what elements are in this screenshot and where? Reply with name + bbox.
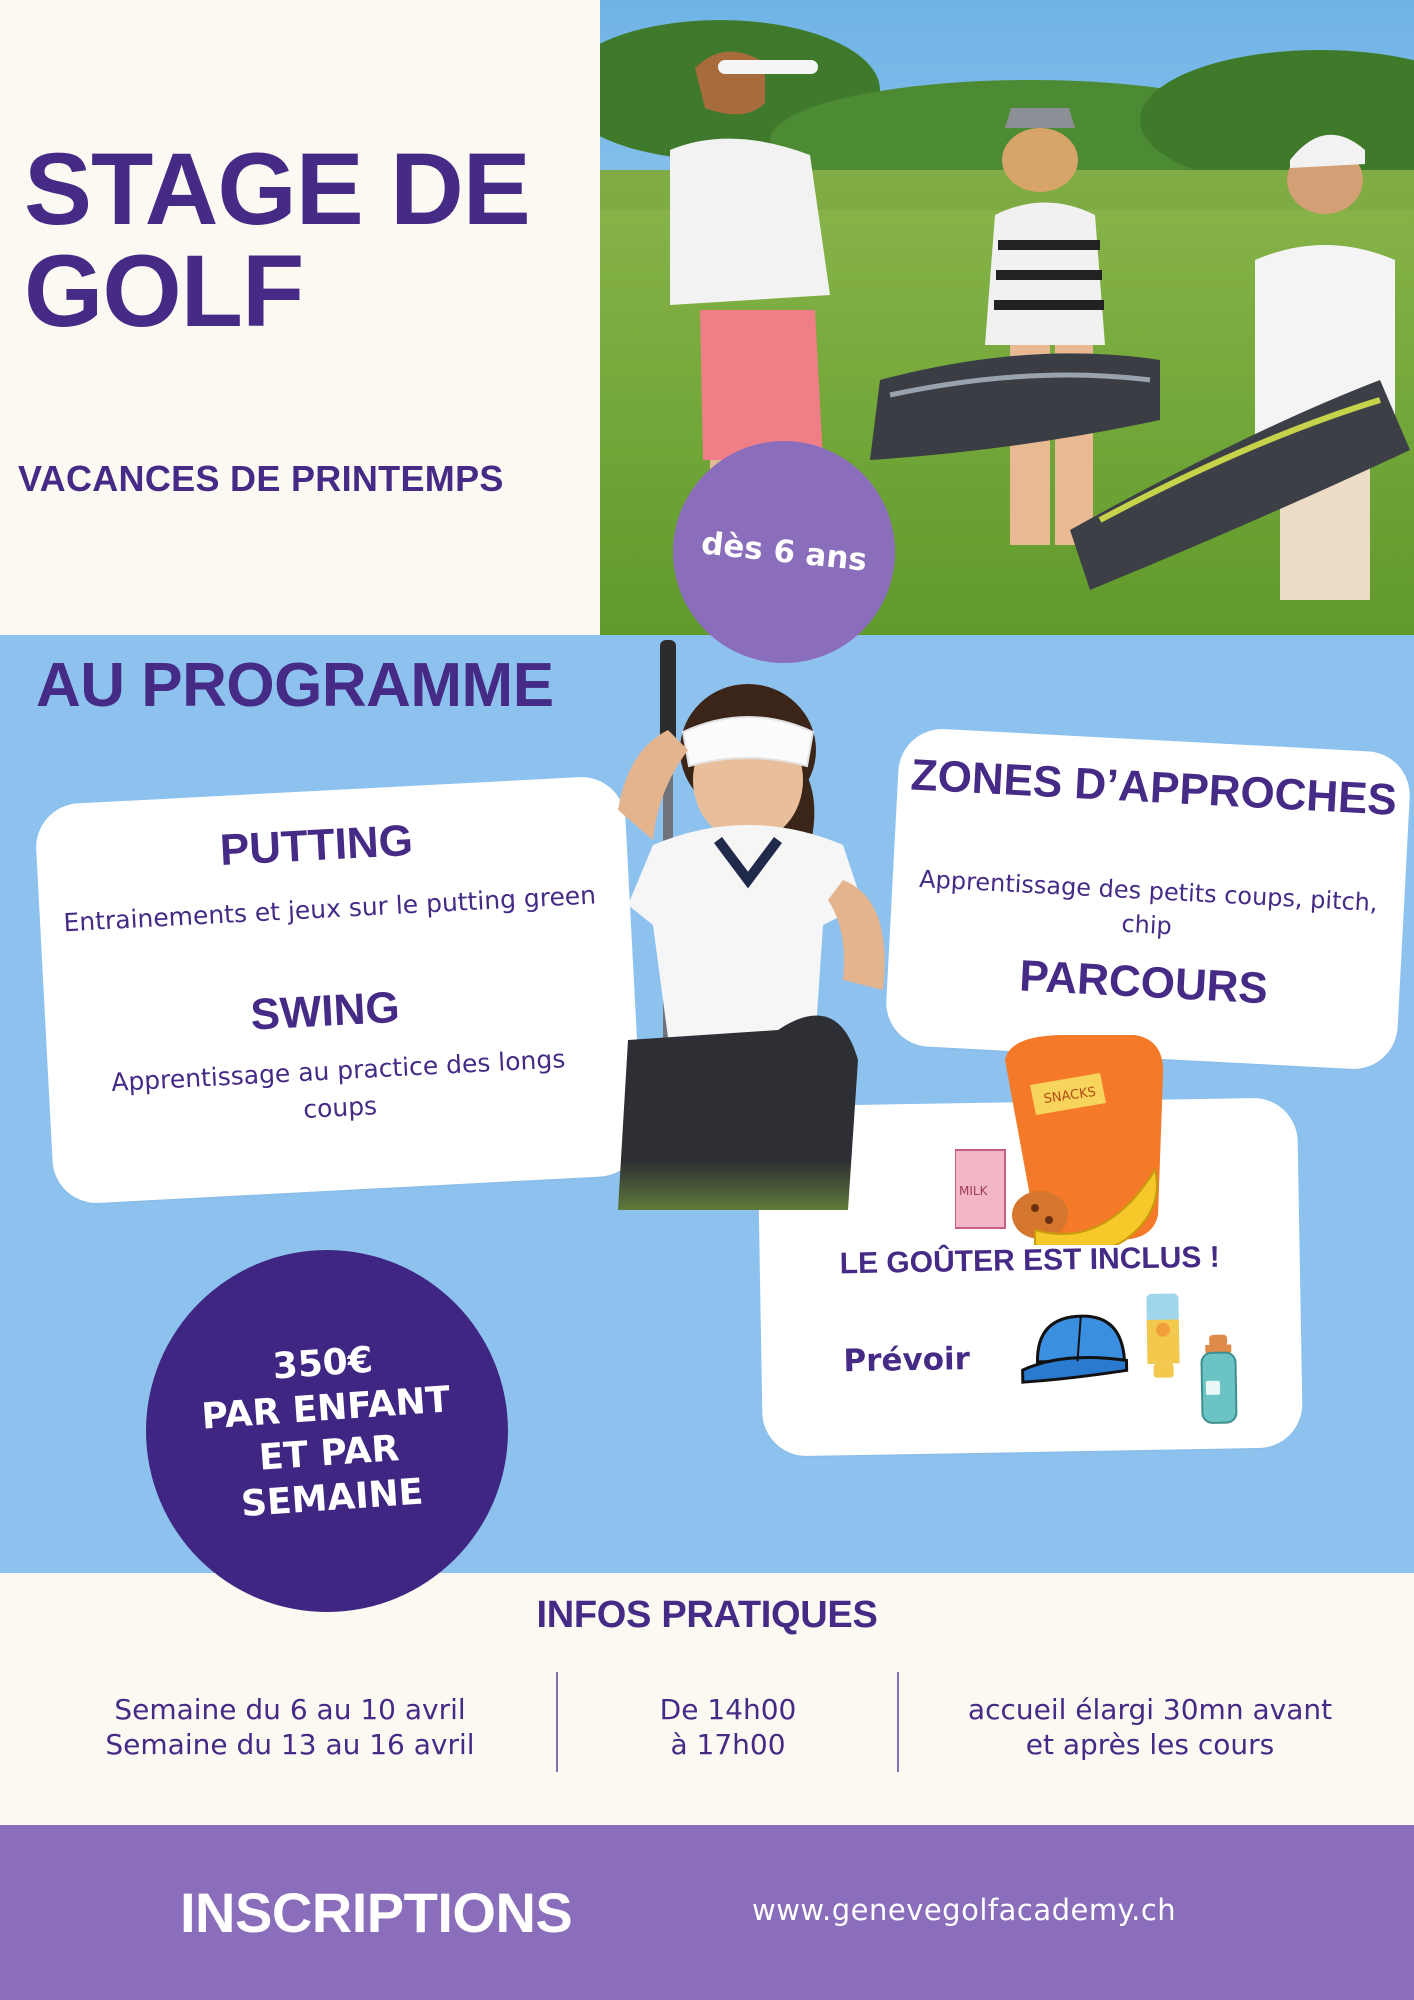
price-amount: 350€ <box>270 1339 374 1388</box>
snacks-label: SNACKS <box>1042 1084 1097 1107</box>
website-link[interactable]: www.genevegolfacademy.ch <box>752 1893 1177 1927</box>
divider <box>897 1672 899 1772</box>
price-line-3: ET PAR <box>257 1428 401 1479</box>
divider <box>556 1672 558 1772</box>
infos-title: INFOS PRATIQUES <box>536 1594 878 1636</box>
price-badge <box>146 1250 508 1612</box>
page-subtitle: VACANCES DE PRINTEMPS <box>18 458 504 499</box>
info-hours <box>580 1692 876 1762</box>
cap-icon <box>1017 1310 1134 1392</box>
info-hours-start: De 14h00 <box>659 1693 797 1726</box>
parcours-title: PARCOURS <box>1018 951 1270 1014</box>
golfer-photo <box>598 640 988 1210</box>
info-welcome-line-2: et après les cours <box>1025 1728 1275 1761</box>
putting-swing-card <box>34 775 644 1205</box>
snack-illustration <box>955 1030 1180 1245</box>
age-badge-text: dès 6 ans <box>699 525 869 579</box>
price-text <box>197 1333 458 1530</box>
info-welcome <box>905 1692 1395 1762</box>
price-line-4: SEMAINE <box>239 1471 425 1526</box>
swing-title: SWING <box>249 982 401 1040</box>
age-badge <box>673 441 895 663</box>
water-bottle-icon <box>1195 1330 1243 1429</box>
prevoir-label: Prévoir <box>843 1341 971 1380</box>
programme-title: AU PROGRAMME <box>36 651 554 720</box>
price-line-2: PAR ENFANT <box>199 1379 452 1438</box>
putting-description: Entrainements et jeux sur le putting green <box>62 880 597 938</box>
sunscreen-icon <box>1140 1289 1186 1382</box>
info-welcome-line-1: accueil élargi 30mn avant <box>967 1693 1333 1726</box>
info-date-2: Semaine du 13 au 16 avril <box>105 1728 475 1761</box>
info-dates <box>40 1692 540 1762</box>
swing-description: Apprentissage au practice des longs coups <box>110 1044 566 1125</box>
info-hours-end: à 17h00 <box>670 1728 786 1761</box>
info-date-1: Semaine du 6 au 10 avril <box>114 1693 466 1726</box>
putting-title: PUTTING <box>218 815 415 876</box>
page-title: STAGE DE GOLF <box>24 132 530 348</box>
snack-included-text: LE GOÛTER EST INCLUS ! <box>839 1240 1220 1281</box>
zones-title: ZONES D’APPROCHES <box>909 750 1399 825</box>
milk-label: MILK <box>959 1184 988 1198</box>
zones-description: Apprentissage des petits coups, pitch, chip <box>918 865 1379 941</box>
inscriptions-label: INSCRIPTIONS <box>180 1881 573 1944</box>
